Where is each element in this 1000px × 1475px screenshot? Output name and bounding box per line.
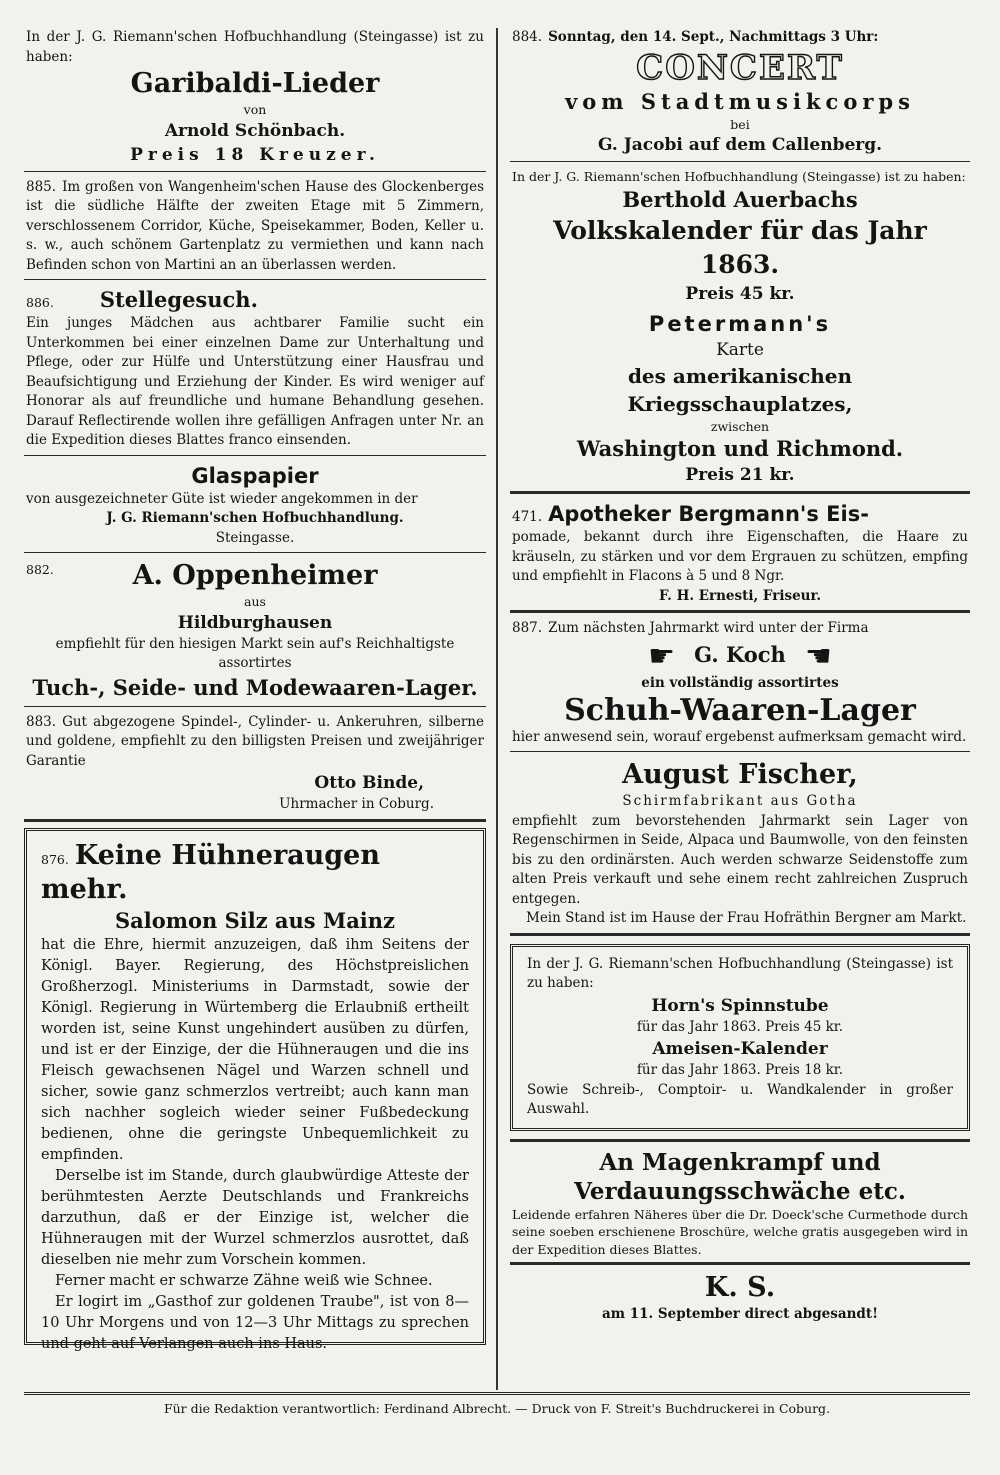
petermann-places: Washington und Richmond.: [576, 436, 904, 461]
ad-887: [510, 619, 970, 747]
divider: [510, 610, 970, 613]
garibaldi-price: Preis 18 Kreuzer.: [130, 144, 380, 165]
kalender-t2line: für das Jahr 1863. Preis 18 kr.: [636, 1062, 844, 1078]
ad-471-name: F. H. Ernesti, Friseur.: [658, 587, 822, 604]
ad-876-p2: Derselbe ist im Stande, durch glaubwürdige Atteste der berühmtesten Aerzte Deutschlands und Frankreichs darzuthun, daß er der Einzige ist, welcher die Hühneraugen mit der Wurzel schmerzlos ausrottet, daß dieselben nie mehr zum Vorschein kommen.: [41, 1167, 469, 1268]
ad-number: 882.: [26, 562, 54, 577]
oppenheimer-goods: Tuch-, Seide- und Modewaaren-Lager.: [32, 674, 478, 700]
kalender-t1line: für das Jahr 1863. Preis 45 kr.: [636, 1018, 844, 1035]
right-column: [510, 28, 970, 1325]
petermann-zwischen: zwischen: [710, 418, 770, 434]
glaspapier-line3: Steingasse.: [215, 529, 295, 546]
pointing-hand-right-icon: ☛: [648, 639, 676, 674]
pointing-hand-left-icon: ☛: [804, 639, 832, 674]
ad-885: [24, 178, 486, 276]
ad-887-text: hier anwesend sein, worauf ergebenst aufmerksam gemacht wird.: [512, 728, 967, 745]
column-divider: [496, 28, 498, 1390]
ad-number: 885.: [26, 178, 57, 195]
ad-garibaldi: [24, 28, 486, 167]
left-column: [24, 28, 486, 1352]
glaspapier-title: Glaspapier: [191, 463, 319, 488]
concert-line2: vom Stadtmusikcorps: [565, 88, 915, 114]
kalender-box: [510, 944, 970, 1131]
divider: [510, 161, 970, 162]
oppenheimer-text: empfiehlt für den hiesigen Markt sein auf's Reichhaltigste assortirtes: [55, 635, 455, 671]
kalender-intro: In der J. G. Riemann'schen Hofbuchhandlung (Steingasse) ist zu haben:: [527, 955, 953, 991]
ad-885-text: Im großen von Wangenheim'schen Hause des Glockenberges ist die südliche Hälfte der zweiten Etage mit 5 Zimmern, verschlossenem Corridor, Küche, Speisekammer, Boden, Keller u. s. w., auch schönem Gartenplatz zu vermiethen und kann nach Befinden schon von Martini an an überlassen werden.: [26, 178, 484, 273]
ad-471-text: pomade, bekannt durch ihre Eigenschaften, die Haare zu kräuseln, zu stärken und vor dem Ergrauen zu schützen, empfing und empfiehlt in Flacons à 5 und 8 Ngr.: [512, 529, 968, 584]
ad-number: 887.: [512, 620, 543, 636]
auerbach-price: Preis 45 kr.: [685, 283, 795, 304]
ad-883: [24, 713, 486, 815]
fischer-p1: empfiehlt zum bevorstehenden Jahrmarkt sein Lager von Regenschirmen in Seide, Alpaca und Baumwolle, von den feinsten bis zu den ordinärsten. Auch werden schwarze Seidenstoffe zum alten Preis verkauft und sehe einem recht zahlreichen Zuspruch entgegen.: [512, 812, 968, 907]
auerbach-title2: Volkskalender für das Jahr 1863.: [553, 215, 927, 279]
divider: [24, 819, 486, 822]
auerbach-intro: In der J. G. Riemann'schen Hofbuchhandlung (Steingasse) ist zu haben:: [512, 169, 966, 184]
ks-line: am 11. September direct abgesandt!: [601, 1306, 879, 1322]
garibaldi-intro: In der J. G. Riemann'schen Hofbuchhandlung (Steingasse) ist zu haben:: [26, 29, 484, 65]
ad-876-box: [24, 828, 486, 1352]
oppenheimer-title: A. Oppenheimer: [132, 560, 378, 591]
kalender-t2: Ameisen-Kalender: [652, 1039, 828, 1059]
divider: [24, 279, 486, 280]
glaspapier-line1: von ausgezeichneter Güte ist wieder angekommen in der: [26, 490, 418, 507]
imprint-footer: Für die Redaktion verantwortlich: Ferdinand Albrecht. — Druck von F. Streit's Buchdruckerei in Coburg.: [24, 1392, 970, 1416]
ad-fischer: [510, 758, 970, 929]
ad-876-p1: hat die Ehre, hiermit anzuzeigen, daß ihm Seitens der Königl. Bayer. Regierung, des Höchstpreislichen Großherzogl. Ministeriums in Darmstadt, sowie der Königl. Regierung in Würtemberg die Erlaubniß ertheilt worden ist, seine Kunst ungehindert ausüben zu dürfen, und ist er der Einzige, der die Hühneraugen und die ins Fleisch gewachsenen Nägel und Warzen schnell und sicher, sowie ganz schmerzlos vertreibt; auch kann man sich nachher sogleich wieder seiner Fußbedeckung bedienen, ohne die geringste Unbequemlichkeit zu empfinden.: [41, 936, 469, 1163]
ad-882: [24, 559, 486, 702]
fischer-p2: Mein Stand ist im Hause der Frau Hofräthin Bergner am Markt.: [526, 910, 967, 926]
concert-title: CONCERT: [636, 47, 844, 88]
divider: [510, 1139, 970, 1142]
oppenheimer-aus: aus: [244, 594, 266, 609]
ad-number: 886.: [26, 295, 54, 310]
kalender-t1: Horn's Spinnstube: [651, 995, 829, 1016]
garibaldi-title: Garibaldi-Lieder: [130, 68, 380, 99]
ad-876-p3: Ferner macht er schwarze Zähne weiß wie Schnee.: [55, 1272, 433, 1289]
petermann-big: des amerikanischen Kriegsschauplatzes,: [627, 363, 853, 416]
petermann-price: Preis 21 kr.: [685, 465, 795, 485]
ad-876-subtitle: Salomon Silz aus Mainz: [115, 907, 395, 933]
glaspapier-line2: J. G. Riemann'schen Hofbuchhandlung.: [106, 510, 404, 526]
divider: [510, 491, 970, 494]
fischer-subtitle: Schirmfabrikant aus Gotha: [622, 793, 858, 809]
divider: [510, 751, 970, 752]
oppenheimer-place: Hildburghausen: [177, 612, 333, 633]
ad-glaspapier: [24, 462, 486, 549]
ad-884-line1: Sonntag, den 14. Sept., Nachmittags 3 Uhr:: [548, 29, 879, 45]
divider: [510, 933, 970, 936]
ad-883-text: Gut abgezogene Spindel-, Cylinder- u. Ankeruhren, silberne und goldene, empfiehlt zu den billigsten Preisen und zweijähriger Garantie: [26, 713, 484, 769]
petermann-karte: Karte: [716, 339, 764, 360]
garibaldi-von: von: [243, 102, 267, 117]
divider: [24, 706, 486, 707]
ad-471: [510, 500, 970, 606]
auerbach-title1: Berthold Auerbachs: [622, 186, 858, 212]
ad-887-firm: G. Koch: [694, 641, 786, 667]
kalender-line: Sowie Schreib-, Comptoir- u. Wandkalender in großer Auswahl.: [527, 1081, 953, 1117]
ad-number: 884.: [512, 29, 543, 45]
magen-text: Leidende erfahren Näheres über die Dr. Doeck'sche Curmethode durch seine soeben erschienene Broschüre, welche gratis ausgegeben wird in der Expedition dieses Blattes.: [512, 1206, 968, 1257]
ad-magen: [510, 1148, 970, 1259]
ad-876-p4: Er logirt im „Gasthof zur goldenen Traube", ist von 8—10 Uhr Morgens und von 12—3 Uhr Mittags zu sprechen und geht auf Verlangen auch ins Haus.: [41, 1293, 469, 1352]
ad-884: [510, 28, 970, 157]
ad-auerbach: [510, 168, 970, 306]
ad-883-name: Otto Binde,: [314, 773, 424, 793]
ad-471-title: Apotheker Bergmann's Eis-: [548, 502, 869, 526]
ad-883-role: Uhrmacher in Coburg.: [279, 796, 434, 812]
ad-887-title: Schuh-Waaren-Lager: [564, 692, 916, 728]
ad-number: 471.: [512, 509, 543, 525]
ks-title: K. S.: [704, 1272, 776, 1303]
concert-line3: G. Jacobi auf dem Callenberg.: [597, 135, 883, 155]
ad-number: 883.: [26, 713, 57, 730]
divider: [24, 171, 486, 172]
concert-bei: bei: [730, 116, 750, 132]
ad-886: [24, 286, 486, 451]
ad-887-intro: Zum nächsten Jahrmarkt wird unter der Firma: [548, 620, 869, 636]
magen-title: An Magenkrampf und Verdauungsschwäche etc.: [574, 1148, 906, 1205]
divider: [24, 552, 486, 553]
petermann-title: Petermann's: [648, 311, 832, 336]
divider: [24, 455, 486, 456]
garibaldi-author: Arnold Schönbach.: [164, 120, 346, 141]
fischer-title: August Fischer,: [622, 759, 858, 790]
ad-number: 876.: [41, 851, 69, 867]
ad-886-title: Stellegesuch.: [99, 287, 258, 312]
ad-ks: [510, 1271, 970, 1325]
ad-876-title: Keine Hühneraugen mehr.: [41, 839, 380, 905]
ad-petermann: [510, 310, 970, 488]
ad-887-line: ein vollständig assortirtes: [641, 675, 839, 691]
divider: [510, 1262, 970, 1265]
ad-886-text: Ein junges Mädchen aus achtbarer Familie sucht ein Unterkommen bei einer einzelnen Dame zur Unterhaltung und Pflege, oder zur Hülfe und Unterstützung einer Hausfrau und Beaufsichtigung und Erziehung der Kinder. Es wird weniger auf Honorar als auf freundliche und humane Behandlung gesehen. Darauf Reflectirende wollen ihre gefälligen Anfragen unter Nr. an die Expedition dieses Blattes franco einsenden.: [26, 315, 484, 448]
